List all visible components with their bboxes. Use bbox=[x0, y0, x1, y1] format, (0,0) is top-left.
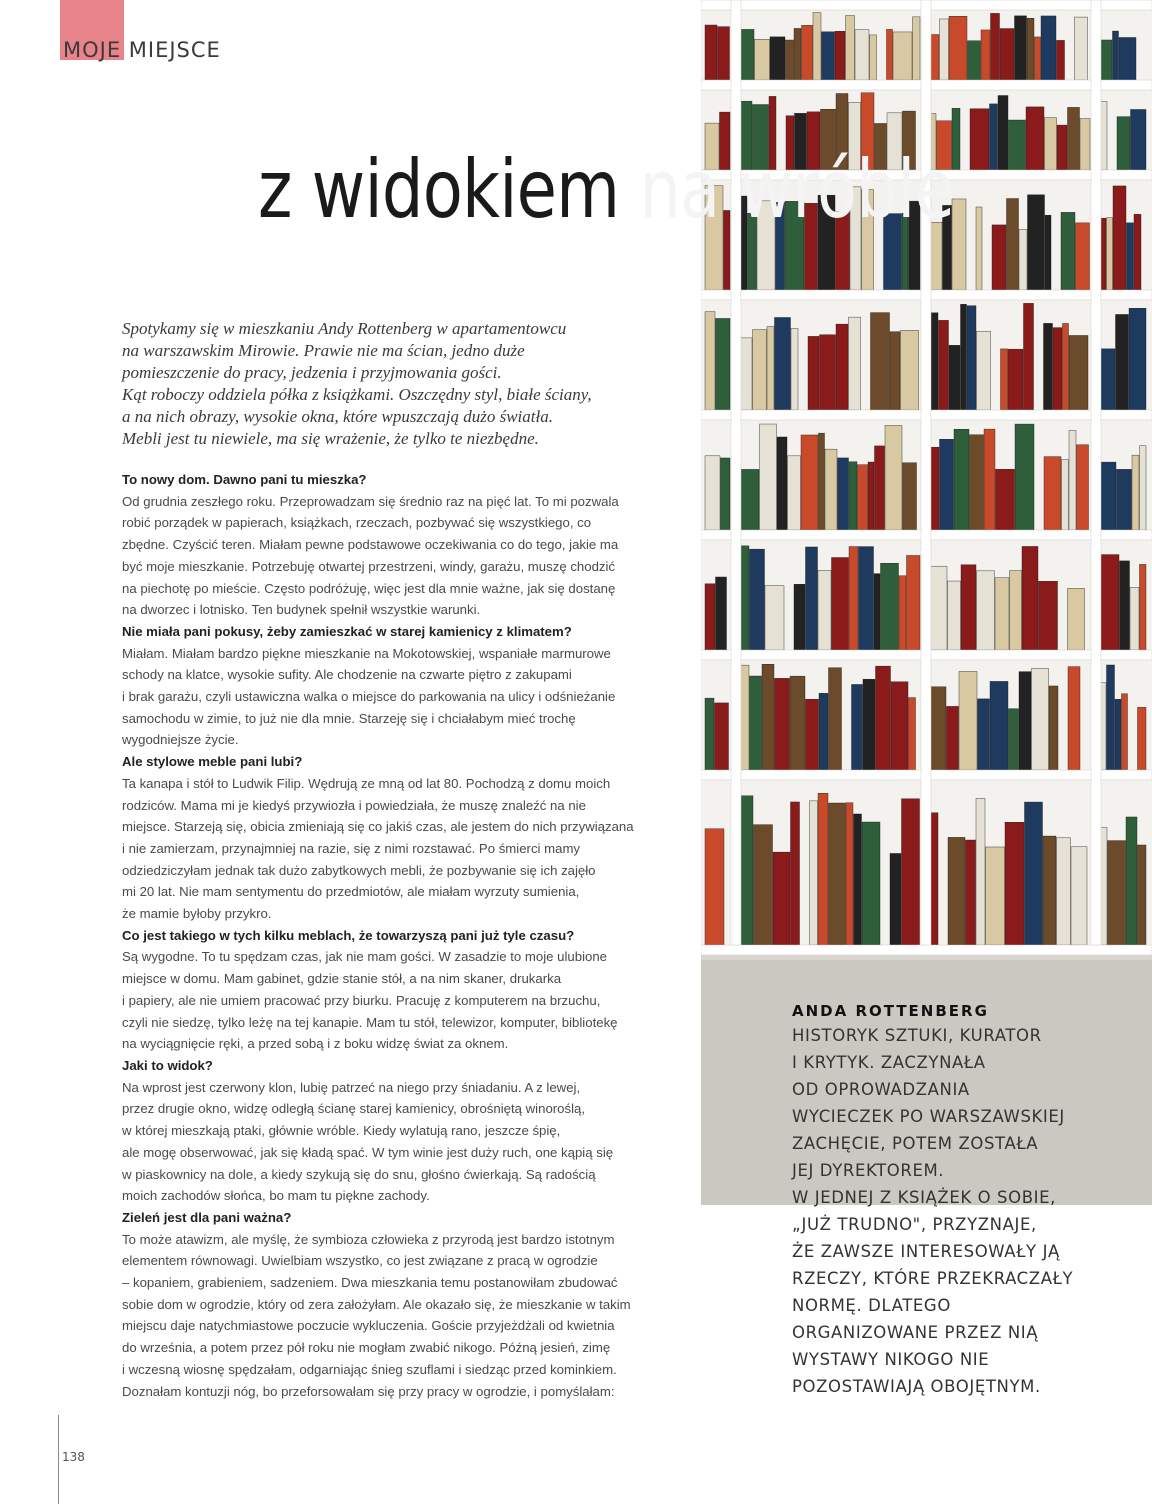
book-spine bbox=[893, 32, 912, 80]
book-spine bbox=[836, 324, 848, 410]
answer-line: miejsce. Starzeją się, obicia zmieniają się co jakiś czas, ale jestem do nich przywiązana bbox=[122, 819, 634, 835]
book-spine bbox=[705, 584, 715, 650]
book-spine bbox=[862, 822, 880, 945]
book-spine bbox=[1053, 328, 1062, 410]
book-spine bbox=[750, 676, 762, 770]
intro-lead bbox=[122, 318, 682, 450]
book-spine bbox=[775, 317, 791, 410]
answer-line: schody na klatce, wysokie sufity. Ale chodzenie na czwarte piętro z zakupami bbox=[122, 667, 572, 683]
book-spine bbox=[1028, 195, 1045, 290]
book-spine bbox=[977, 331, 991, 410]
book-spine bbox=[1100, 555, 1119, 650]
book-spine bbox=[716, 318, 731, 410]
book-spine bbox=[1062, 460, 1069, 530]
answer-line: miejscu daje natychmiastowe poczucie wykluczenia. Goście przyjeżdżali od kwietnia bbox=[122, 1318, 615, 1334]
book-spine bbox=[760, 424, 777, 530]
book-spine bbox=[721, 458, 731, 530]
book-spine bbox=[986, 847, 1005, 945]
book-spine bbox=[716, 577, 727, 650]
book-spine bbox=[1032, 668, 1049, 770]
answer-line: Są wygodne. To tu spędzam czas, jak nie mam gości. W zasadzie to moje ulubione bbox=[122, 949, 608, 965]
intro-line: Mebli jest tu niewiele, ma się wrażenie, że tylko te niezbędne. bbox=[122, 429, 539, 448]
answer-line: w piaskownicy na dole, a kiedy szykują się do snu, głośno ćwierkają. Są radością bbox=[122, 1166, 596, 1182]
book-spine bbox=[890, 332, 900, 410]
book-spine bbox=[1027, 18, 1034, 80]
book-spine bbox=[1075, 17, 1088, 80]
book-spine bbox=[961, 565, 976, 650]
book-spine bbox=[1035, 37, 1041, 80]
book-spine bbox=[806, 547, 818, 650]
intro-line: pomieszczenie do pracy, jedzenia i przyjmowania gości. bbox=[122, 363, 502, 382]
book-spine bbox=[1025, 802, 1043, 945]
book-spine bbox=[790, 676, 805, 770]
book-spine bbox=[899, 576, 906, 650]
book-spine bbox=[808, 336, 819, 410]
book-spine bbox=[818, 793, 828, 945]
book-spine bbox=[1100, 349, 1115, 410]
intro-line: a na nich obrazy, wysokie okna, które wpuszczają dużo światła. bbox=[122, 407, 553, 426]
book-spine bbox=[947, 706, 959, 770]
book-spine bbox=[846, 16, 855, 80]
book-spine bbox=[1063, 323, 1069, 410]
answer-line: na wyciągnięcie ręki, a przed sobą i z boku widzę świat za oknem. bbox=[122, 1036, 509, 1052]
book-spine bbox=[829, 803, 846, 945]
book-spine bbox=[705, 698, 714, 770]
intro-line: Spotykamy się w mieszkaniu Andy Rottenberg w apartamentowcu bbox=[122, 319, 567, 338]
answer-line: do września, a potem przez pół roku nie mogłam zwabić nikogo. Późną jesień, zimę bbox=[122, 1340, 611, 1356]
headline-light-part: na wróble bbox=[639, 143, 955, 236]
book-spine bbox=[952, 199, 966, 290]
book-spine bbox=[1043, 836, 1056, 945]
book-spine bbox=[832, 558, 849, 650]
book-spine bbox=[967, 306, 976, 410]
book-spine bbox=[1044, 457, 1061, 530]
answer-line: przez drugie okno, widzę odległą ścianę starej kamienicy, obrośniętą winoroślą, bbox=[122, 1101, 586, 1117]
book-spine bbox=[939, 320, 949, 410]
page-number: 138 bbox=[62, 1450, 85, 1464]
book-spine bbox=[1019, 229, 1027, 290]
book-spine bbox=[705, 312, 715, 410]
book-spine bbox=[1008, 349, 1023, 410]
bio-line: „JUŻ TRUDNO", PRZYZNAJE, bbox=[792, 1215, 1037, 1234]
book-spine bbox=[762, 664, 774, 770]
book-spine bbox=[1129, 308, 1146, 410]
book-spine bbox=[1116, 314, 1129, 410]
book-spine bbox=[1039, 581, 1058, 650]
book-spine bbox=[891, 682, 908, 770]
bio-line: NORMĘ. DLATEGO bbox=[792, 1296, 951, 1315]
answer-line: robić porządek w papierach, książkach, rzeczach, pozbywać się wszystkiego, co bbox=[122, 515, 592, 531]
book-spine bbox=[1115, 699, 1121, 770]
book-spine bbox=[1108, 841, 1126, 945]
answer-line: odziedziczyłam jednak tak dużo zabytkowych mebli, że pozbywanie się ich zajęło bbox=[122, 862, 596, 878]
book-spine bbox=[852, 684, 863, 770]
bio-line: WYSTAWY NIKOGO NIE bbox=[792, 1350, 990, 1369]
book-spine bbox=[1057, 125, 1067, 170]
book-spine bbox=[948, 837, 965, 945]
shelf-upright bbox=[921, 0, 931, 945]
book-spine bbox=[1071, 847, 1087, 945]
answer-line: że mamie byłoby przykro. bbox=[122, 906, 272, 922]
book-spine bbox=[740, 338, 752, 410]
book-spine bbox=[930, 35, 939, 80]
book-spine bbox=[1007, 199, 1019, 290]
bio-line: HISTORYK SZTUKI, KURATOR bbox=[792, 1026, 1042, 1045]
book-spine bbox=[705, 456, 720, 530]
book-spine bbox=[881, 563, 899, 650]
book-spine bbox=[1009, 120, 1026, 170]
book-spine bbox=[887, 29, 893, 80]
book-spine bbox=[1119, 37, 1136, 80]
interview-question: Zieleń jest dla pani ważna? bbox=[122, 1209, 292, 1225]
book-spine bbox=[802, 25, 813, 80]
bio-line: JEJ DYREKTOREM. bbox=[792, 1161, 945, 1180]
book-spine bbox=[740, 469, 759, 530]
book-spine bbox=[1140, 446, 1147, 530]
book-spine bbox=[970, 109, 989, 170]
book-spine bbox=[786, 40, 794, 80]
book-spine bbox=[770, 37, 785, 80]
answer-line: w której mieszkają ptaki, głównie wróble. Kiedy wylatują rano, jeszcze śpię, bbox=[122, 1123, 561, 1139]
answer-line: na dworzec i lotnisko. Ten budynek spełnił wszystkie warunki. bbox=[122, 602, 481, 618]
book-spine bbox=[978, 699, 990, 770]
book-spine bbox=[1107, 665, 1115, 770]
book-spine bbox=[849, 317, 861, 410]
answer-line: i papiery, ale nie umiem pracować przy biurku. Pracuję z komputerem na brzuchu, bbox=[122, 992, 601, 1008]
book-spine bbox=[835, 31, 845, 80]
answer-line: czyli nie siedzę, tylko leżę na tej kanapie. Mam tu stół, telewizor, komputer, bibliotekę bbox=[122, 1014, 618, 1030]
bio-line: I KRYTYK. ZACZYNAŁA bbox=[792, 1053, 986, 1072]
book-spine bbox=[718, 27, 730, 80]
bio-line: OD OPROWADZANIA bbox=[792, 1080, 970, 1099]
answer-line: samochodu w zimie, to już nie dla mnie. Starzeję się i chciałabym mieć trochę bbox=[122, 710, 576, 726]
book-spine bbox=[1045, 118, 1057, 170]
book-spine bbox=[1127, 223, 1134, 290]
book-spine bbox=[1100, 40, 1112, 80]
book-spine bbox=[1117, 117, 1130, 170]
book-spine bbox=[1068, 667, 1080, 770]
answer-line: i brak garażu, czyli ustawiczna walka o miejsce do parkowania na ulicy i odśnieżanie bbox=[122, 689, 616, 705]
book-spine bbox=[1049, 686, 1058, 770]
book-spine bbox=[1113, 31, 1119, 80]
section-label: MOJE MIEJSCE bbox=[63, 38, 221, 62]
interview-question: Ale stylowe meble pani lubi? bbox=[122, 754, 303, 770]
book-spine bbox=[1077, 445, 1089, 530]
book-spine bbox=[819, 433, 825, 530]
book-spine bbox=[705, 829, 724, 945]
book-spine bbox=[992, 225, 1006, 290]
book-spine bbox=[715, 703, 729, 770]
answer-line: sobie dom w ogrodzie, który od zera założyłam. Ale okazało się, że mieszkanie w takim bbox=[122, 1296, 631, 1312]
book-spine bbox=[825, 449, 837, 530]
answer-line: – kopaniem, grabieniem, sadzeniem. Dwa mieszkania temu postanowiłam zbudować bbox=[122, 1275, 618, 1291]
article-body bbox=[122, 469, 688, 1402]
book-spine bbox=[1134, 214, 1141, 290]
book-spine bbox=[740, 546, 749, 650]
book-spine bbox=[1068, 588, 1085, 650]
book-spine bbox=[961, 304, 967, 410]
book-spine bbox=[913, 17, 921, 80]
answer-line: elementem równowagi. Uwielbiam wszystko, co jest związane z pracą w ogrodzie bbox=[122, 1253, 598, 1269]
book-spine bbox=[820, 335, 836, 410]
book-spine bbox=[1041, 16, 1056, 80]
bio-line: RZECZY, KTÓRE PRZEKRACZAŁY bbox=[792, 1269, 1074, 1288]
book-spine bbox=[868, 462, 874, 530]
book-spine bbox=[1138, 707, 1147, 770]
book-spine bbox=[767, 327, 774, 410]
book-spine bbox=[901, 330, 919, 410]
book-spine bbox=[740, 29, 754, 80]
answer-line: wygodniejsze życie. bbox=[122, 732, 239, 748]
book-spine bbox=[753, 330, 767, 410]
book-spine bbox=[1001, 349, 1008, 410]
book-spine bbox=[813, 13, 821, 80]
book-spine bbox=[1069, 430, 1076, 530]
book-spine bbox=[976, 798, 985, 945]
book-spine bbox=[1138, 845, 1147, 945]
book-spine bbox=[1057, 838, 1071, 945]
shelf-upright bbox=[1091, 0, 1101, 945]
answer-line: Ta kanapa i stół to Ludwik Filip. Wędrują ze mną od lat 80. Pochodzą z domu moich bbox=[122, 775, 611, 791]
book-spine bbox=[854, 814, 862, 945]
book-spine bbox=[819, 693, 828, 770]
book-spine bbox=[859, 547, 874, 650]
book-spine bbox=[949, 16, 967, 80]
book-spine bbox=[806, 699, 819, 770]
book-spine bbox=[1069, 335, 1088, 410]
book-spine bbox=[777, 437, 787, 530]
book-spine bbox=[930, 447, 939, 530]
book-spine bbox=[998, 96, 1008, 170]
book-spine bbox=[885, 425, 902, 530]
page-rule bbox=[58, 1415, 59, 1504]
bio-line: W JEDNEJ Z KSIĄŻEK O SOBIE, bbox=[792, 1188, 1056, 1207]
book-spine bbox=[1005, 822, 1024, 945]
book-spine bbox=[794, 28, 801, 80]
bio-line: POZOSTAWIAJĄ OBOJĘTNYM. bbox=[792, 1377, 1041, 1396]
shelf-board bbox=[701, 945, 1152, 955]
bio-line: WYCIECZEK PO WARSZAWSKIEJ bbox=[792, 1107, 1065, 1126]
interview-question: Co jest takiego w tych kilku meblach, że towarzyszą pani już tyle czasu? bbox=[122, 927, 575, 943]
book-spine bbox=[1117, 469, 1132, 530]
book-spine bbox=[996, 469, 1015, 530]
book-spine bbox=[1132, 455, 1139, 530]
book-spine bbox=[775, 678, 790, 770]
book-spine bbox=[1015, 424, 1034, 530]
book-spine bbox=[1126, 817, 1137, 945]
book-spine bbox=[871, 313, 890, 410]
book-spine bbox=[1122, 694, 1128, 770]
book-spine bbox=[959, 671, 977, 770]
book-spine bbox=[907, 555, 921, 650]
book-spine bbox=[930, 566, 947, 650]
answer-line: moich zachodów słońca, bo mam tu piękne zachody. bbox=[122, 1188, 430, 1204]
book-spine bbox=[976, 207, 982, 290]
book-spine bbox=[890, 853, 901, 945]
headline-dark-part: z widokiem bbox=[258, 143, 620, 236]
book-spine bbox=[1010, 571, 1022, 650]
book-spine bbox=[773, 852, 790, 945]
book-spine bbox=[801, 435, 818, 530]
book-spine bbox=[855, 30, 869, 80]
profile-bio bbox=[792, 1022, 1142, 1400]
book-spine bbox=[863, 679, 875, 770]
book-spine bbox=[1107, 218, 1113, 290]
bio-line: ZACHĘCIE, POTEM ZOSTAŁA bbox=[792, 1134, 1039, 1153]
book-spine bbox=[849, 547, 858, 650]
book-spine bbox=[948, 581, 961, 650]
book-spine bbox=[838, 458, 849, 530]
book-spine bbox=[903, 463, 917, 530]
answer-line: miejsce w domu. Mam gabinet, gdzie stanie stół, a na nim skaner, drukarka bbox=[122, 971, 562, 987]
book-spine bbox=[1076, 223, 1090, 290]
book-spine bbox=[930, 687, 946, 770]
book-spine bbox=[876, 666, 891, 770]
book-spine bbox=[1057, 40, 1065, 80]
book-spine bbox=[954, 429, 969, 530]
book-spine bbox=[846, 803, 853, 945]
book-spine bbox=[791, 329, 798, 410]
interview-question: To nowy dom. Dawno pani tu mieszka? bbox=[122, 472, 367, 487]
book-spine bbox=[1113, 186, 1126, 290]
book-spine bbox=[970, 435, 984, 530]
book-spine bbox=[1009, 709, 1019, 770]
answer-line: zbędne. Czyścić teren. Miałam pewne podstawowe oczekiwania co do tego, jakie ma bbox=[122, 537, 619, 553]
answer-line: Doznałam kontuzji nóg, bo przeforsowałam się przy pracy w ogrodzie, i pomyślałam: bbox=[122, 1383, 615, 1399]
book-spine bbox=[1130, 587, 1139, 650]
book-spine bbox=[966, 840, 976, 945]
book-spine bbox=[977, 571, 995, 650]
book-spine bbox=[1080, 118, 1090, 170]
book-spine bbox=[810, 801, 818, 945]
headline bbox=[258, 143, 955, 236]
book-spine bbox=[909, 698, 916, 770]
book-spine bbox=[1026, 107, 1044, 170]
book-spine bbox=[995, 578, 1009, 650]
book-spine bbox=[1131, 109, 1147, 170]
book-spine bbox=[858, 465, 868, 530]
answer-line: Na wprost jest czerwony klon, lubię patrzeć na niego przy śniadaniu. A z lewej, bbox=[122, 1079, 581, 1095]
book-spine bbox=[990, 681, 1008, 770]
book-spine bbox=[1022, 546, 1038, 650]
book-spine bbox=[875, 446, 885, 530]
profile-name: ANDA ROTTENBERG bbox=[792, 1002, 989, 1020]
book-spine bbox=[968, 41, 981, 80]
book-spine bbox=[1019, 672, 1031, 770]
book-spine bbox=[984, 429, 995, 530]
book-spine bbox=[874, 574, 880, 650]
answer-line: rodziców. Mama mi je kiedyś przywiozła i powiedziała, że muszę znaleźć na nie bbox=[122, 797, 586, 813]
book-spine bbox=[1024, 303, 1034, 410]
answer-line: na piechotę po mieście. Często podróżuję, więc jest dla mnie ważne, jak się dostanę bbox=[122, 580, 616, 596]
answer-line: Miałam. Miałam bardzo piękne mieszkanie na Mokotowskiej, wspaniałe marmurowe bbox=[122, 645, 611, 661]
shelf-upright bbox=[731, 0, 741, 945]
book-spine bbox=[902, 799, 920, 945]
answer-line: Od grudnia zeszłego roku. Przeprowadzam się średnio raz na pięć lat. To mi pozwala bbox=[122, 493, 619, 509]
profile-sidebar bbox=[792, 1000, 1142, 1400]
book-spine bbox=[870, 35, 877, 80]
book-spine bbox=[1140, 564, 1147, 650]
book-spine bbox=[750, 549, 765, 650]
book-spine bbox=[1068, 107, 1080, 170]
bio-line: ORGANIZOWANE PRZEZ NIĄ bbox=[792, 1323, 1039, 1342]
book-spine bbox=[940, 19, 949, 80]
book-spine bbox=[981, 30, 990, 80]
answer-line: mi 20 lat. Nie mam sentymentu do przedmiotów, ale miałam wyrzuty sumienia, bbox=[122, 884, 580, 900]
book-spine bbox=[1045, 215, 1051, 290]
book-spine bbox=[990, 104, 998, 170]
book-spine bbox=[849, 462, 857, 530]
answer-line: i nie zamierzam, przynajmniej na razie, się z nimi rozstawać. Po śmierci mamy bbox=[122, 840, 581, 856]
book-spine bbox=[794, 584, 805, 650]
interview-question: Jaki to widok? bbox=[122, 1057, 213, 1073]
book-spine bbox=[791, 802, 800, 945]
intro-line: Kąt roboczy oddziela półka z książkami. Oszczędny styl, białe ściany, bbox=[122, 385, 592, 404]
book-spine bbox=[705, 25, 717, 80]
book-spine bbox=[740, 665, 749, 770]
book-spine bbox=[822, 32, 835, 80]
book-spine bbox=[1120, 561, 1130, 650]
bio-line: ŻE ZAWSZE INTERESOWAŁY JĄ bbox=[792, 1242, 1060, 1261]
answer-line: i wczesną wiosnę spędzałam, odgarniając śnieg szuflami i siedząc przed kominkiem. bbox=[122, 1361, 617, 1377]
answer-line: To może atawizm, ale myślę, że symbioza człowieka z przyrodą jest bardzo istotnym bbox=[122, 1231, 615, 1247]
answer-line: być moje mieszkanie. Potrzebuję otwartej przestrzeni, windy, garażu, muszę chodzić bbox=[122, 558, 616, 574]
book-spine bbox=[754, 825, 773, 945]
book-spine bbox=[765, 586, 784, 650]
book-spine bbox=[940, 439, 954, 530]
book-spine bbox=[788, 456, 801, 530]
answer-line: ale mogę obserwować, jak się kładą spać. W tym winie jest duży ruch, one kąpią się bbox=[122, 1144, 614, 1160]
book-spine bbox=[740, 796, 753, 945]
book-spine bbox=[1100, 462, 1116, 530]
intro-line: na warszawskim Mirowie. Prawie nie ma ścian, jedno duże bbox=[122, 341, 525, 360]
book-spine bbox=[1044, 323, 1053, 410]
book-spine bbox=[949, 345, 960, 410]
book-spine bbox=[818, 570, 831, 650]
book-spine bbox=[1000, 29, 1014, 80]
book-spine bbox=[991, 13, 1000, 80]
book-spine bbox=[755, 39, 770, 80]
interview-question: Nie miała pani pokusy, żeby zamieszkać w starej kamienicy z klimatem? bbox=[122, 623, 572, 639]
book-spine bbox=[1061, 212, 1075, 290]
book-spine bbox=[1015, 16, 1027, 80]
book-spine bbox=[829, 668, 842, 770]
